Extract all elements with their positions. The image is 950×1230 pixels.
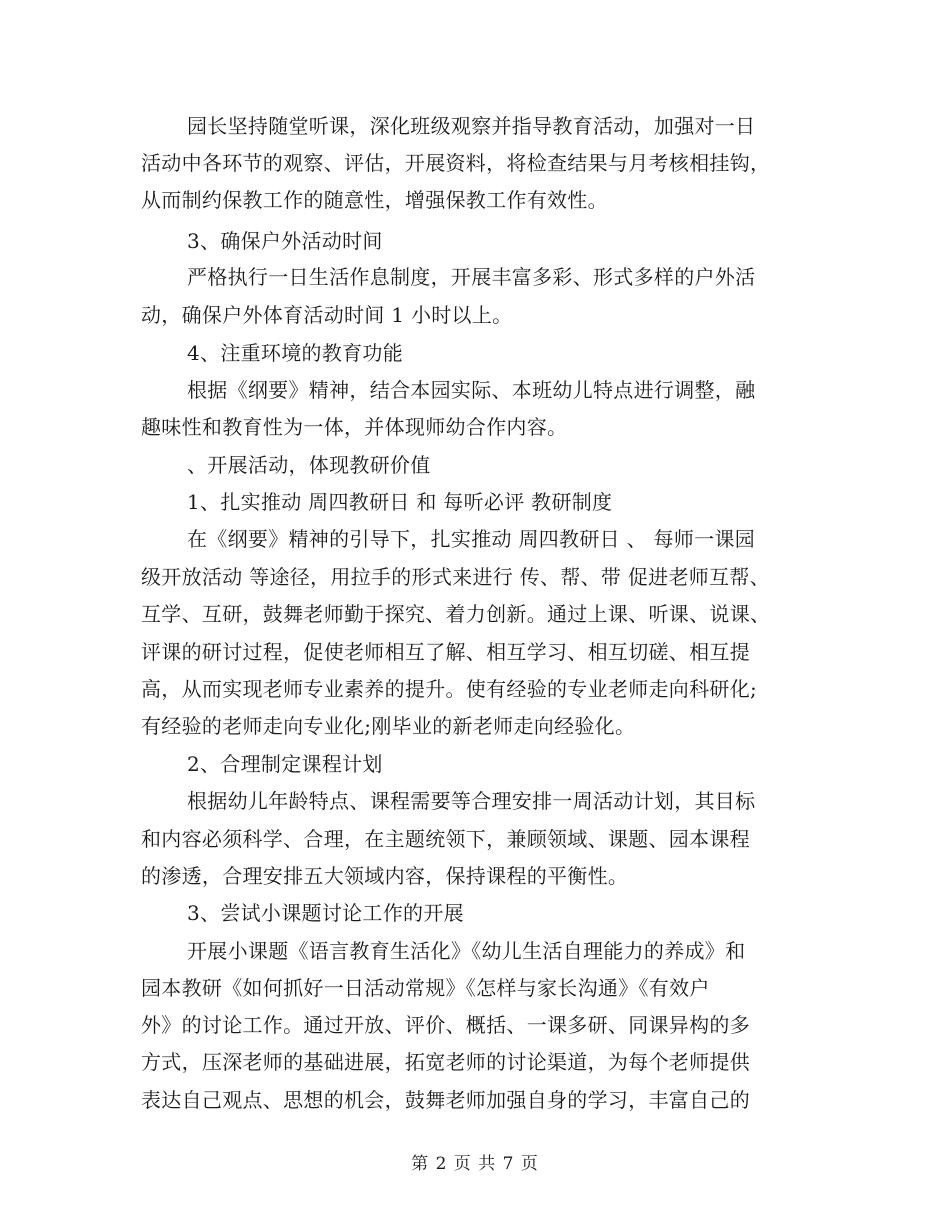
page-number-footer: 第 2 页 共 7 页 bbox=[411, 1154, 539, 1174]
paragraph-line: 有经验的老师走向专业化;刚毕业的新老师走向经验化。 bbox=[141, 714, 636, 738]
paragraph-line: 趣味性和教育性为一体，并体现师幼合作内容。 bbox=[141, 415, 568, 439]
paragraph-line: 评课的研讨过程，促使老师相互了解、相互学习、相互切磋、相互提 bbox=[141, 640, 750, 664]
section-heading: 1、扎实推动 周四教研日 和 每听必评 教研制度 bbox=[187, 490, 613, 514]
paragraph-line: 在《纲要》精神的引导下，扎实推动 周四教研日 、 每师一课园 bbox=[187, 527, 756, 551]
paragraph-line: 高，从而实现老师专业素养的提升。使有经验的专业老师走向科研化; bbox=[141, 677, 758, 701]
paragraph-line: 级开放活动 等途径，用拉手的形式来进行 传、帮、带 促进老师互帮、 bbox=[141, 565, 770, 589]
paragraph-line: 方式，压深老师的基础进展，拓宽老师的讨论渠道，为每个老师提供 bbox=[141, 1050, 750, 1074]
paragraph-line: 表达自己观点、思想的机会，鼓舞老师加强自身的学习，丰富自己的 bbox=[141, 1088, 750, 1112]
paragraph-line: 开展小课题《语言教育生活化》《幼儿生活自理能力的养成》和 bbox=[187, 939, 746, 963]
section-heading: 、开展活动，体现教研价值 bbox=[187, 453, 431, 477]
paragraph-line: 和内容必须科学、合理，在主题统领下，兼顾领域、课题、园本课程 bbox=[141, 827, 750, 851]
paragraph-line: 从而制约保教工作的随意性，增强保教工作有效性。 bbox=[141, 188, 608, 212]
section-heading: 2、合理制定课程计划 bbox=[187, 752, 383, 776]
section-heading: 3、尝试小课题讨论工作的开展 bbox=[187, 901, 464, 925]
paragraph-line: 活动中各环节的观察、评估，开展资料，将检查结果与月考核相挂钩， bbox=[141, 151, 771, 175]
paragraph-line: 动，确保户外体育活动时间 1 小时以上。 bbox=[141, 303, 513, 327]
section-heading: 4、注重环境的教育功能 bbox=[187, 341, 404, 365]
paragraph-line: 园本教研《如何抓好一日活动常规》《怎样与家长沟通》《有效户 bbox=[141, 976, 710, 1000]
paragraph-line: 外》的讨论工作。通过开放、评价、概括、一课多研、同课异构的多 bbox=[141, 1013, 750, 1037]
paragraph-line: 园长坚持随堂听课，深化班级观察并指导教育活动，加强对一日 bbox=[187, 114, 756, 138]
paragraph-line: 根据《纲要》精神，结合本园实际、本班幼儿特点进行调整，融 bbox=[187, 378, 756, 402]
paragraph-line: 根据幼儿年龄特点、课程需要等合理安排一周活动计划，其目标 bbox=[187, 789, 756, 813]
section-heading: 3、确保户外活动时间 bbox=[187, 229, 383, 253]
paragraph-line: 互学、互研，鼓舞老师勤于探究、着力创新。通过上课、听课、说课、 bbox=[141, 602, 771, 626]
paragraph-line: 严格执行一日生活作息制度，开展丰富多彩、形式多样的户外活 bbox=[187, 265, 756, 289]
paragraph-line: 的渗透，合理安排五大领域内容，保持课程的平衡性。 bbox=[141, 864, 629, 888]
